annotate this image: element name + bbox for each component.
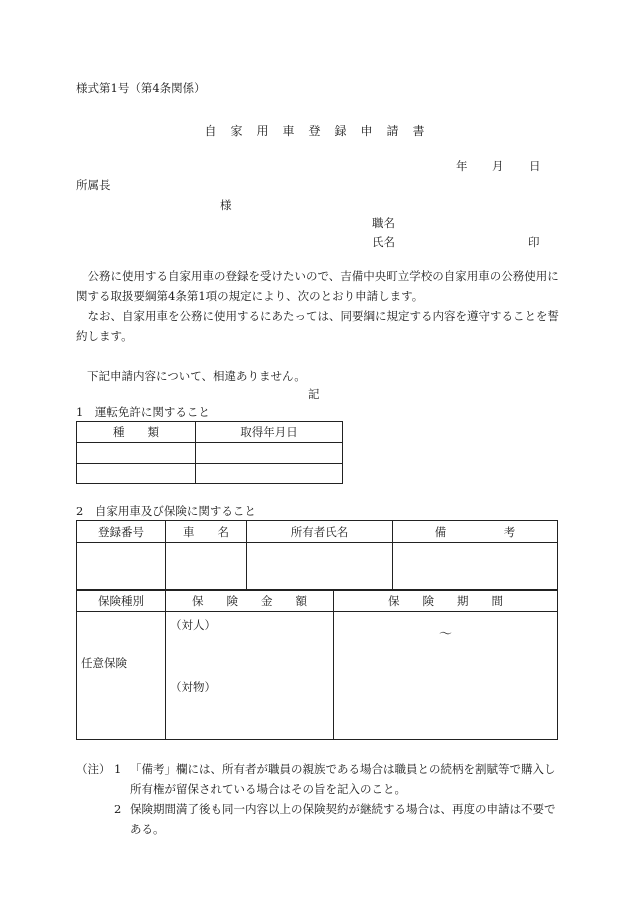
ins-period-cell[interactable]: [334, 612, 558, 740]
license-type-cell[interactable]: [77, 464, 196, 484]
owner-cell[interactable]: [247, 543, 393, 591]
document-title: 自 家 用 車 登 録 申 請 書: [204, 124, 426, 138]
body-paragraph: 公務に使用する自家用車の登録を受けたいので、吉備中央町立学校の自家用車の公務使用に関する取扱要綱第4条第1項の規定により、次のとおり申請します。: [76, 269, 559, 303]
body-text: [76, 266, 560, 346]
car-name-header: 車 名: [166, 521, 247, 543]
vehicle-table: [76, 520, 558, 591]
remarks-header: 備 考: [393, 521, 558, 543]
license-type-cell[interactable]: [77, 443, 196, 464]
personal-label: （対人）: [170, 618, 216, 632]
date-month: 月: [492, 159, 504, 173]
note-text: 「備考」欄には、所有者が職員の親族である場合は職員との続柄を割賦等で購入し所有権が留保されている場合はその旨を記入のこと。: [130, 762, 556, 796]
section1-heading: 1 運転免許に関すること: [76, 405, 210, 419]
date-day: 日: [529, 159, 541, 173]
insurance-table: [76, 589, 558, 740]
addressee-honorific: 様: [220, 198, 232, 212]
ki-heading: 記: [308, 387, 320, 401]
ins-period-header: 保 険 期 間: [334, 590, 558, 612]
license-type-header: 種 類: [77, 422, 196, 443]
reg-no-header: 登録番号: [77, 521, 166, 543]
reg-no-cell[interactable]: [77, 543, 166, 591]
note-text: 保険期間満了後も同一内容以上の保険契約が継続する場合は、再度の申請は不要である。: [130, 802, 556, 836]
remarks-cell[interactable]: [393, 543, 558, 591]
note-number: 1: [114, 762, 122, 776]
notes: [76, 759, 560, 839]
position-label: 職名: [372, 216, 395, 230]
license-date-header: 取得年月日: [196, 422, 343, 443]
note-number: 2: [114, 802, 122, 816]
body-paragraph: なお、自家用車を公務に使用するにあたっては、同要綱に規定する内容を遵守することを誓約します。: [76, 309, 559, 343]
notes-label-spacer: [76, 799, 114, 839]
notes-label: （注）: [76, 762, 111, 776]
period-tilde: ～: [439, 627, 453, 642]
note-item: [76, 799, 560, 839]
declaration: 下記申請内容について、相違ありません。: [87, 369, 306, 383]
ins-type-value: 任意保険: [81, 655, 127, 670]
ins-type-header: 保険種別: [77, 590, 166, 612]
date-year: 年: [456, 159, 468, 173]
license-table: [76, 421, 343, 484]
property-label: （対物）: [170, 680, 216, 694]
ins-amount-cell[interactable]: [166, 612, 334, 740]
license-date-cell[interactable]: [196, 443, 343, 464]
license-date-cell[interactable]: [196, 464, 343, 484]
section2-heading: 2 自家用車及び保険に関すること: [76, 504, 256, 518]
note-item: [76, 759, 560, 799]
owner-header: 所有者氏名: [247, 521, 393, 543]
seal-label: 印: [528, 235, 540, 249]
addressee-title: 所属長: [76, 178, 111, 192]
ins-amount-header: 保 険 金 額: [166, 590, 334, 612]
ins-type-cell: [77, 612, 166, 740]
name-label: 氏名: [372, 235, 395, 249]
form-number: 様式第1号（第4条関係）: [76, 81, 206, 95]
car-name-cell[interactable]: [166, 543, 247, 591]
